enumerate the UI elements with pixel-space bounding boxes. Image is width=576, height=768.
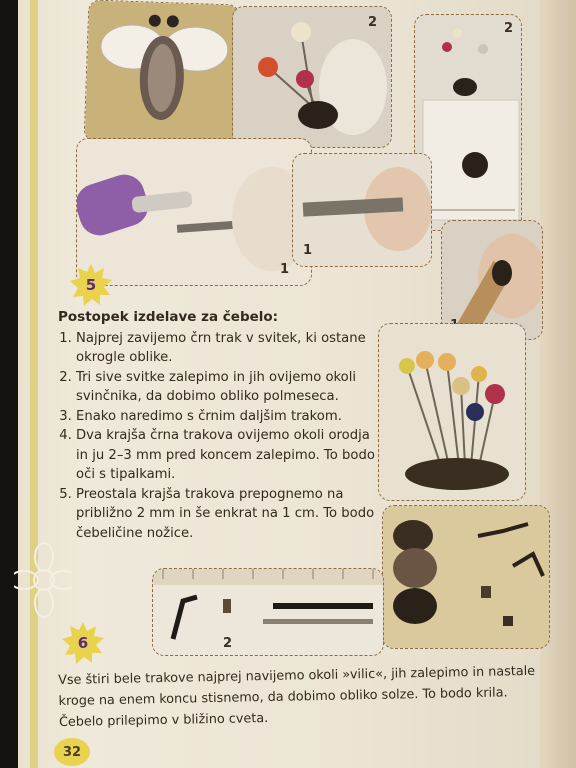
photo-number: 2 bbox=[367, 15, 377, 30]
instruction-step: 4. Dva krajša črna trakova ovijemo okoli orodja in ju 2–3 mm pred koncem zalepimo. To bodo oči s tipalkami. bbox=[76, 426, 378, 485]
instruction-step: 3. Enako naredimo s črnim daljšim trakom. bbox=[76, 407, 378, 427]
instruction-step: 2. Tri sive svitke zalepimo in jih ovijemo okoli svinčnika, da dobimo obliko polmeseca. bbox=[76, 368, 378, 407]
photo-ruler-strips bbox=[152, 568, 384, 656]
photo-pins-arrangement bbox=[378, 323, 526, 501]
step-5-badge bbox=[70, 264, 112, 306]
instructions-list bbox=[58, 329, 378, 544]
photo-finished-bee bbox=[84, 0, 241, 147]
instructions-title: Postopek izdelave za čebelo: bbox=[58, 309, 279, 325]
photo-number: 1 bbox=[303, 243, 313, 258]
page-number: 32 bbox=[54, 738, 90, 766]
next-page-edge bbox=[540, 0, 576, 768]
photo-finished-parts bbox=[382, 505, 550, 649]
photo-pins-coil bbox=[232, 6, 392, 148]
photo-number: 2 bbox=[503, 21, 513, 36]
photo-number: 2 bbox=[223, 636, 233, 651]
instructions-block bbox=[58, 308, 378, 543]
photo-coil-pencil bbox=[441, 220, 543, 340]
photo-hand-tool bbox=[292, 153, 432, 267]
photo-number: 1 bbox=[279, 262, 289, 277]
instruction-step: 5. Preostala krajša trakova prepognemo na približno 2 mm in še enkrat na 1 cm. To bodo čebeličine nožice. bbox=[76, 485, 378, 544]
bee-illustration bbox=[85, 0, 240, 145]
instruction-step: 1. Najprej zavijemo črn trak v svitek, ki ostane okrogle oblike. bbox=[76, 329, 378, 368]
step-6-badge-number: 6 bbox=[77, 634, 89, 652]
page-edge-stripe bbox=[30, 0, 38, 768]
step-5-badge-number: 5 bbox=[85, 276, 97, 294]
step-6-badge bbox=[62, 622, 104, 664]
step-6-paragraph: Vse štiri bele trakove najprej navijemo okoli »vilic«, jih zalepimo in nastale kroge na enem koncu stisnemo, da dobimo obliko solze. To bodo krila. Čebelo prilepimo v bližino cveta. bbox=[58, 663, 536, 730]
decorative-flower-icon bbox=[14, 535, 72, 625]
